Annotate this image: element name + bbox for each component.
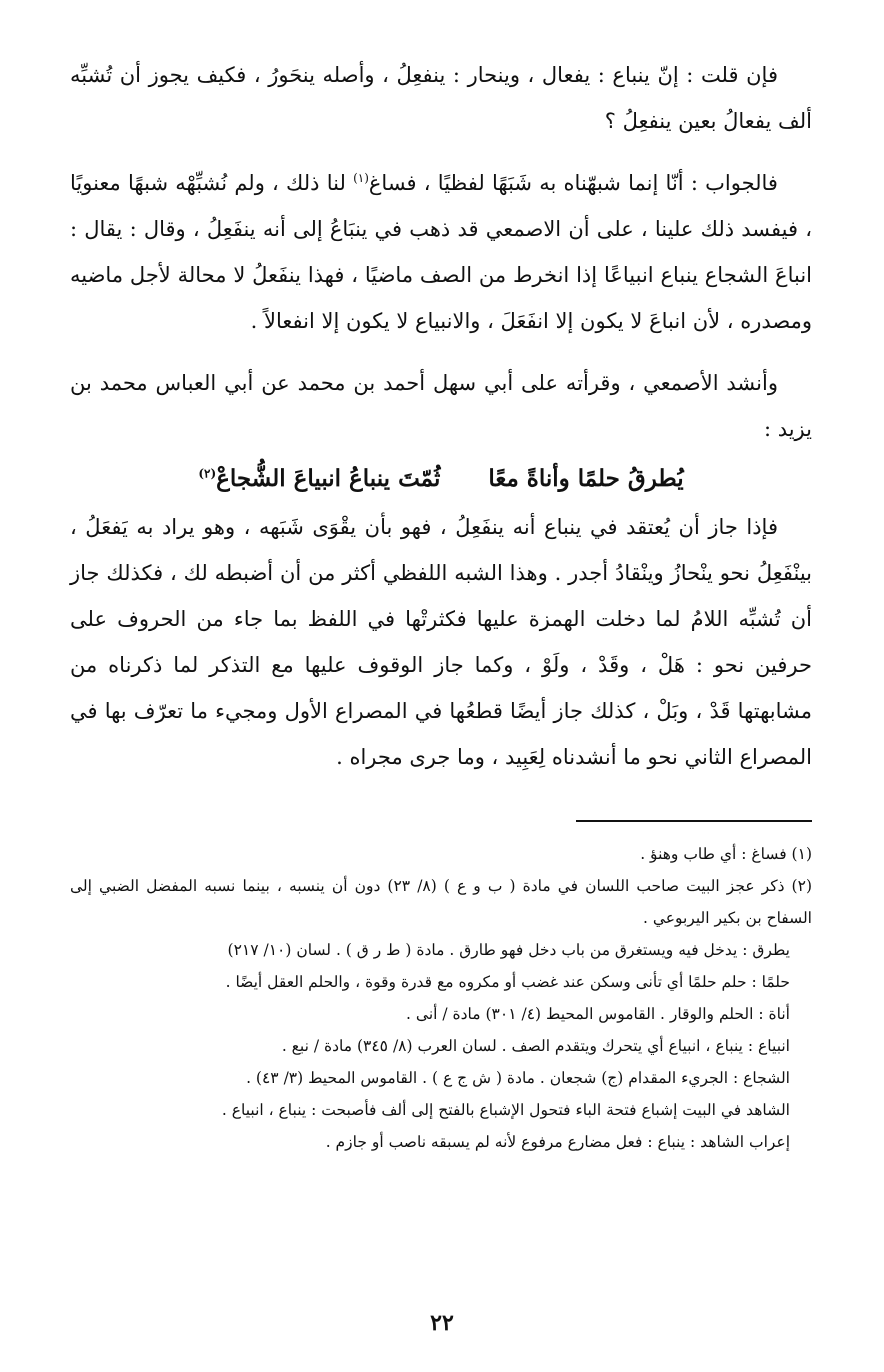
page-number: ٢٢ (430, 1310, 454, 1336)
footnote-2: (٢) ذكر عجز البيت صاحب اللسان في مادة ( ب و ع ) (٨/ ٢٣) دون أن ينسبه ، بينما نسبه المفضل الضبي إلى السفاح بن بكير اليربوعي . (70, 877, 812, 927)
paragraph-answer-start: فالجواب : أنّا إنما شبهّناه به شَبَهًا لفظيًا ، فساغ (368, 171, 778, 195)
footnote-marker-2: (٢) (198, 466, 217, 481)
verse-second-half (198, 456, 440, 502)
paragraph-analysis: فإذا جاز أن يُعتقد في ينباع أنه ينفَعِلُ ، فهو بأن يقْوَى شَبَهه ، وهو يراد به يَفعَلُ ، بينْفَعِلُ نحو ينْحازُ وينْقادُ أجدر . وهذا الشبه اللفظي أكثر من أن أضبطه لك ، فكذلك جاز أن تُشبِّه اللامُ لما دخلت الهمزة عليها فكثرتْها في اللفظ بما جاء من الحروف على حرفين نحو : هَلْ ، وقَدْ ، ولَوْ ، وكما جاز الوقوف عليها مع التذكر لما ذكرناه من مشابهتها قَدْ ، وبَلْ ، كذلك جاز أيضًا قطعُها في المصراع الأول ومجيء ما تعرّف بها في المصراع الثاني نحو ما أنشدناه لِعَبِيد ، وما جرى مجراه . (70, 515, 812, 769)
footnote-2-line-hilman: حلمًا : حلم حلمًا أي تأنى وسكن عند غضب أو مكروه مع قدرة وقوة ، والحلم العقل أيضًا . (225, 973, 790, 991)
footnote-2-line-inbiya: انبياع : ينباع ، انبياع أي يتحرك ويتقدم الصف . لسان العرب (٨/ ٣٤٥) مادة / نبع . (281, 1037, 790, 1055)
footnotes (70, 838, 812, 1158)
verse-second-half-text: ثُمّتَ ينباعُ انبياعَ الشُّجاعْ (216, 465, 441, 492)
separator-line (576, 820, 812, 822)
poetry-verse (70, 456, 812, 502)
footnote-1: (١) فساغ : أي طاب وهنؤ . (640, 845, 812, 863)
paragraph-answer-rest: لنا ذلك ، ولم نُشبِّهْه شبهًا معنويًا ، فيفسد ذلك علينا ، على أن الاصمعي قد ذهب في ينبَاعُ إلى أنه ينفَعِلُ ، وقال : يقال : انباعَ الشجاع ينباع انبياعًا إذا انخرط من الصف ماضيًا ، فهذا ينفَعلُ لا محالة لأجل ماضيه ومصدره ، لأن انباعَ لا يكون إلا انفَعَلَ ، والانبياع لا يكون إلا انفعالاً . (70, 171, 812, 333)
footnote-2-line-shuja: الشجاع : الجريء المقدام (ج) شجعان . مادة ( ش ج ع ) . القاموس المحيط (٣/ ٤٣) . (246, 1069, 790, 1087)
footnote-2-line-yatruq: يطرق : يدخل فيه ويستغرق من باب دخل فهو طارق . مادة ( ط ر ق ) . لسان (١٠/ ٢١٧) (227, 941, 790, 959)
footnote-2-line-anat: أناة : الحلم والوقار . القاموس المحيط (٤/ ٣٠١) مادة / أنى . (406, 1005, 790, 1023)
paragraph-answer (70, 160, 812, 344)
paragraph-recitation: وأنشد الأصمعي ، وقرأته على أبي سهل أحمد بن محمد عن أبي العباس محمد بن يزيد : (70, 371, 812, 441)
paragraph-question: فإن قلت : إنّ ينباع : يفعال ، وينحار : ينفعِلُ ، وأصله ينحَورُ ، فكيف يجوز أن تُشبِّه ألف يفعالُ بعين ينفعِلُ ؟ (70, 63, 812, 133)
footnote-marker-1: (١) (353, 171, 369, 185)
spacer (70, 144, 812, 160)
verse-first-half: يُطرقُ حلمًا وأناةً معًا (488, 465, 684, 492)
footnote-2-line-irab: إعراب الشاهد : ينباع : فعل مضارع مرفوع لأنه لم يسبقه ناصب أو جازم . (325, 1133, 790, 1151)
footnote-separator (70, 820, 812, 822)
footnote-2-line-shahid: الشاهد في البيت إشباع فتحة الباء فتحول الإشباع بالفتح إلى ألف فأصبحت : ينباع ، انبياع . (221, 1101, 790, 1119)
spacer (70, 344, 812, 360)
